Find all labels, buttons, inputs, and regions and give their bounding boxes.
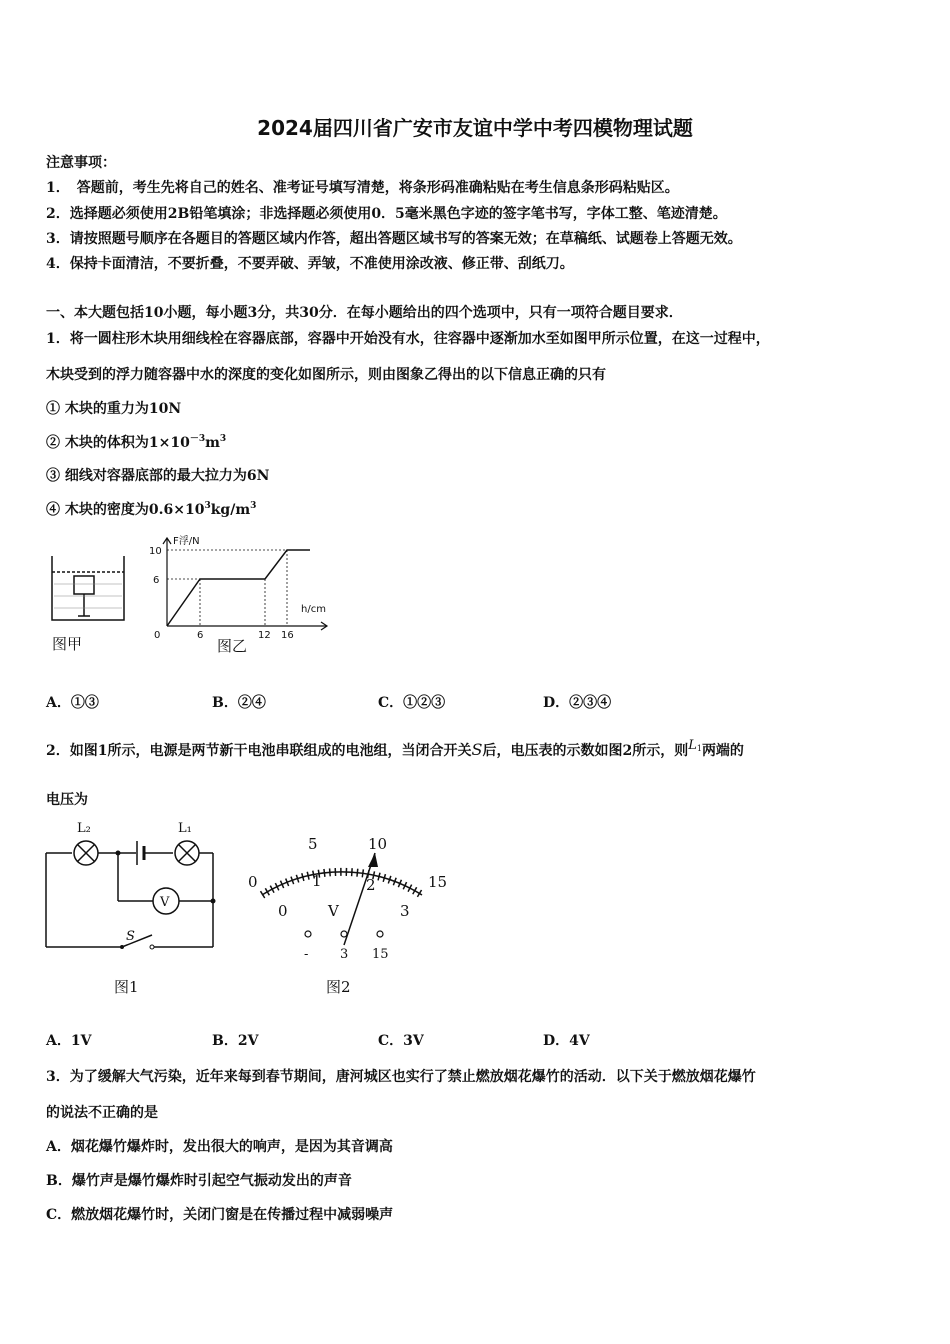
terminal-negative (305, 931, 311, 937)
q1-statement-4 (46, 499, 256, 519)
top-scale-15: 15 (428, 873, 448, 891)
notice-item-1: 1． 答题前，考生先将自己的姓名、准考证号填写清楚，将条形码准确粘贴在考生信息条形码粘贴区。 (46, 180, 679, 196)
q1-s2-exp: －3 (189, 434, 206, 444)
q2-lamp-sub: 1 (696, 744, 702, 753)
y-tick-10: 10 (149, 546, 162, 557)
q2-switch-symbol: S (471, 740, 483, 759)
dial-arc (262, 872, 422, 895)
q1-s4-exp2: 3 (250, 501, 257, 511)
graph-x-label: h/cm (301, 604, 326, 615)
top-scale-5: 5 (308, 835, 318, 853)
top-scale-10: 10 (368, 835, 388, 853)
x-tick-0: 0 (154, 630, 161, 641)
q1-s4-exp: 3 (204, 501, 211, 511)
bottom-scale-1: 1 (312, 872, 322, 890)
q1-option-b: B．②④ (212, 695, 266, 711)
label-s: S (126, 929, 135, 944)
q3-option-a: A．烟花爆竹爆炸时，发出很大的响声，是因为其音调高 (46, 1139, 393, 1155)
q2-voltmeter-figure (240, 825, 460, 1000)
q1-option-d: D．②③④ (543, 695, 612, 711)
x-tick-6: 6 (197, 630, 204, 641)
bottom-scale-2: 2 (366, 876, 376, 894)
wooden-block (74, 576, 94, 594)
section-heading: 一、本大题包括10小题，每小题3分，共30分．在每小题给出的四个选项中，只有一项符合题目要求． (46, 305, 683, 321)
q2-lamp-symbol: L (688, 738, 697, 753)
meter-caption: 图2 (326, 978, 351, 996)
graph-y-label: F浮/N (173, 536, 200, 547)
notice-heading: 注意事项： (46, 155, 116, 171)
q1-stem-line-1: 1．将一圆柱形木块用细线栓在容器底部，容器中开始没有水，往容器中逐渐加水至如图甲所示位置，在这一过程中， (46, 331, 770, 347)
q2-option-d: D．4V (543, 1033, 590, 1049)
q1-s2-exp2: 3 (219, 434, 227, 444)
q1-option-a: A．①③ (46, 695, 99, 711)
y-tick-6: 6 (153, 575, 160, 586)
fig-a-label: 图甲 (52, 635, 83, 653)
q2-stem-post: 两端的 (701, 743, 744, 759)
notice-item-3: 3．请按照题号顺序在各题目的答题区域内作答，超出答题区域书写的答案无效；在草稿纸、试题卷上答题无效。 (46, 231, 742, 247)
q2-option-a: A．1V (46, 1033, 92, 1049)
q1-figure-graph (145, 530, 345, 658)
circuit-caption: 图1 (114, 978, 139, 996)
q3-option-c: C．燃放烟花爆竹时，关闭门窗是在传播过程中减弱噪声 (46, 1207, 394, 1223)
top-scale-0: 0 (248, 873, 258, 891)
bottom-scale-3: 3 (400, 902, 410, 920)
label-v: V (160, 895, 170, 910)
q1-statement-2 (46, 431, 226, 452)
q1-s2-unit: m (205, 435, 220, 451)
label-l1: L₁ (178, 821, 192, 836)
q3-option-b: B．爆竹声是爆竹爆炸时引起空气振动发出的声音 (46, 1173, 352, 1189)
q1-statement-1: ① 木块的重力为10N (46, 401, 182, 417)
q2-stem-mid: 后，电压表的示数如图2所示，则 (482, 743, 689, 759)
q1-s4-unit: kg/m (210, 502, 251, 518)
x-tick-12: 12 (258, 630, 271, 641)
meter-unit: V (328, 902, 339, 920)
notice-item-2: 2．选择题必须使用2B铅笔填涂；非选择题必须使用0．5毫米黑色字迹的签字笔书写，字体工整、笔迹清楚。 (46, 206, 727, 222)
q1-option-c: C．①②③ (378, 695, 446, 711)
q2-option-b: B．2V (212, 1033, 259, 1049)
x-tick-16: 16 (281, 630, 294, 641)
q2-option-c: C．3V (378, 1033, 424, 1049)
label-l2: L₂ (77, 821, 91, 836)
q1-statement-3: ③ 细线对容器底部的最大拉力为6N (46, 468, 270, 484)
page-title: 2024届四川省广安市友谊中学中考四模物理试题 (257, 116, 693, 140)
q2-stem-line-1 (46, 738, 744, 760)
q1-stem-line-2: 木块受到的浮力随容器中水的深度的变化如图所示，则由图象乙得出的以下信息正确的只有 (46, 367, 606, 383)
q2-stem-pre: 2．如图1所示，电源是两节新干电池串联组成的电池组，当闭合开关 (46, 743, 472, 759)
q2-stem-line-2: 电压为 (46, 792, 88, 808)
q1-s4-text: ④ 木块的密度为0.6×10 (46, 502, 205, 518)
fig-b-label: 图乙 (217, 637, 248, 655)
terminal-label-15: 15 (372, 947, 389, 962)
terminal-15 (377, 931, 383, 937)
notice-item-4: 4．保持卡面清洁，不要折叠，不要弄破、弄皱，不准使用涂改液、修正带、刮纸刀。 (46, 256, 574, 272)
q1-s2-text: ② 木块的体积为1×10 (46, 435, 190, 451)
q1-figure-container (44, 548, 134, 658)
q3-stem-line-1: 3．为了缓解大气污染，近年来每到春节期间，唐河城区也实行了禁止燃放烟花爆竹的活动．以下关于燃放烟花爆竹 (46, 1069, 756, 1085)
q3-stem-line-2: 的说法不正确的是 (46, 1105, 158, 1121)
needle-tip (368, 853, 378, 867)
force-curve (167, 550, 310, 626)
terminal-3 (341, 931, 347, 937)
q2-circuit-figure (40, 815, 230, 1000)
terminal-label-3: 3 (340, 947, 349, 962)
bottom-scale-0: 0 (278, 902, 288, 920)
terminal-label-negative: - (304, 947, 309, 962)
